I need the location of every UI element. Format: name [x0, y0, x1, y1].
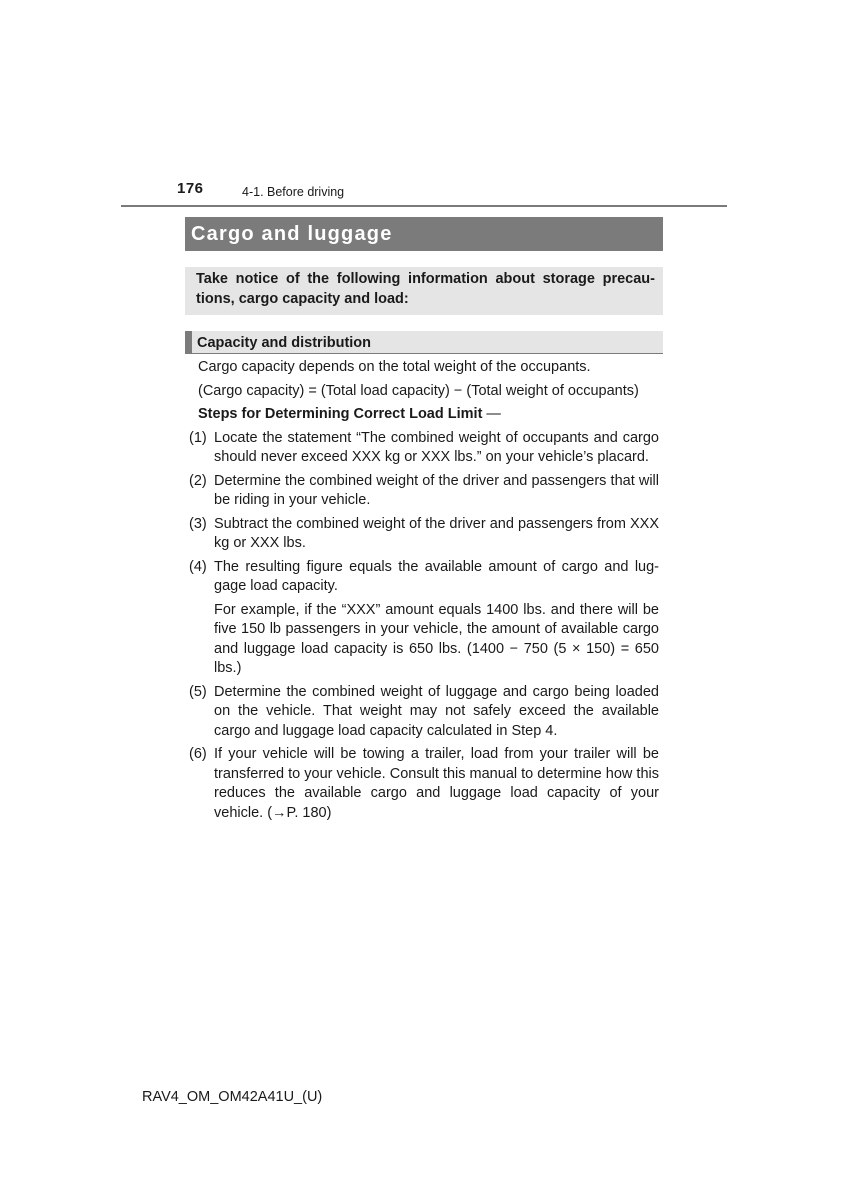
- step-item: [189, 429, 659, 468]
- content-body: [189, 358, 659, 827]
- document-footer: RAV4_OM_OM42A41U_(U): [142, 1089, 323, 1105]
- step-text: The resulting figure equals the available amount of cargo and lug-gage load capacity.: [214, 558, 659, 594]
- step-number: (6): [189, 746, 207, 762]
- step-text: Subtract the combined weight of the driver and passengers from XXX kg or XXX lbs.: [214, 515, 659, 551]
- step-number: (4): [189, 558, 207, 575]
- subsection-heading: Capacity and distribution: [197, 334, 372, 351]
- step-text: Determine the combined weight of luggage and cargo being loaded on the vehicle. That weight may not safely exceed the available cargo and luggage load capacity calculated in Step 4.: [214, 683, 659, 739]
- steps-heading-text: Steps for Determining Correct Load Limit: [198, 406, 483, 422]
- steps-heading: [198, 405, 659, 425]
- header-divider: [121, 205, 727, 207]
- example-paragraph: For example, if the “XXX” amount equals 1400 lbs. and there will be five 150 lb passengers in your vehicle, the amount of available cargo and luggage load capacity is 650 lbs. (1400 − 750 (5 × 150) = 650 lbs.): [214, 601, 659, 676]
- step-text: Determine the combined weight of the driver and passengers that will be riding in your vehicle.: [214, 472, 659, 508]
- step-item: [189, 472, 659, 511]
- step-item: [189, 683, 659, 742]
- formula-paragraph: (Cargo capacity) = (Total load capacity) − (Total weight of occupants): [198, 382, 639, 399]
- subsection-underline: [185, 353, 663, 354]
- notice-box: Take notice of the following information about storage precau-tions, cargo capacity and load:: [185, 267, 663, 315]
- step-item: [189, 558, 659, 597]
- step-text: If your vehicle will be towing a trailer, load from your trailer will be transferred to your vehicle. Consult this manual to determine how this reduces the available cargo and luggage load capacity of your vehicle. (→P. 180): [214, 746, 659, 821]
- intro-paragraph: Cargo capacity depends on the total weight of the occupants.: [198, 359, 591, 375]
- step-text: Locate the statement “The combined weight of occupants and cargo should never exceed XXX kg or XXX lbs.” on your vehicle’s placard.: [214, 429, 659, 465]
- section-reference: 4-1. Before driving: [242, 185, 345, 199]
- page-number: 176: [177, 180, 204, 197]
- steps-heading-dash: —: [482, 406, 501, 422]
- page-title: Cargo and luggage: [191, 222, 393, 245]
- step-number: (1): [189, 429, 207, 446]
- subsection-header: [185, 331, 663, 354]
- page-title-bar: [185, 217, 663, 251]
- step-number: (5): [189, 683, 207, 700]
- step-item: [189, 515, 659, 554]
- step-number: (2): [189, 472, 207, 489]
- step-item: [189, 745, 659, 823]
- step-number: (3): [189, 515, 207, 532]
